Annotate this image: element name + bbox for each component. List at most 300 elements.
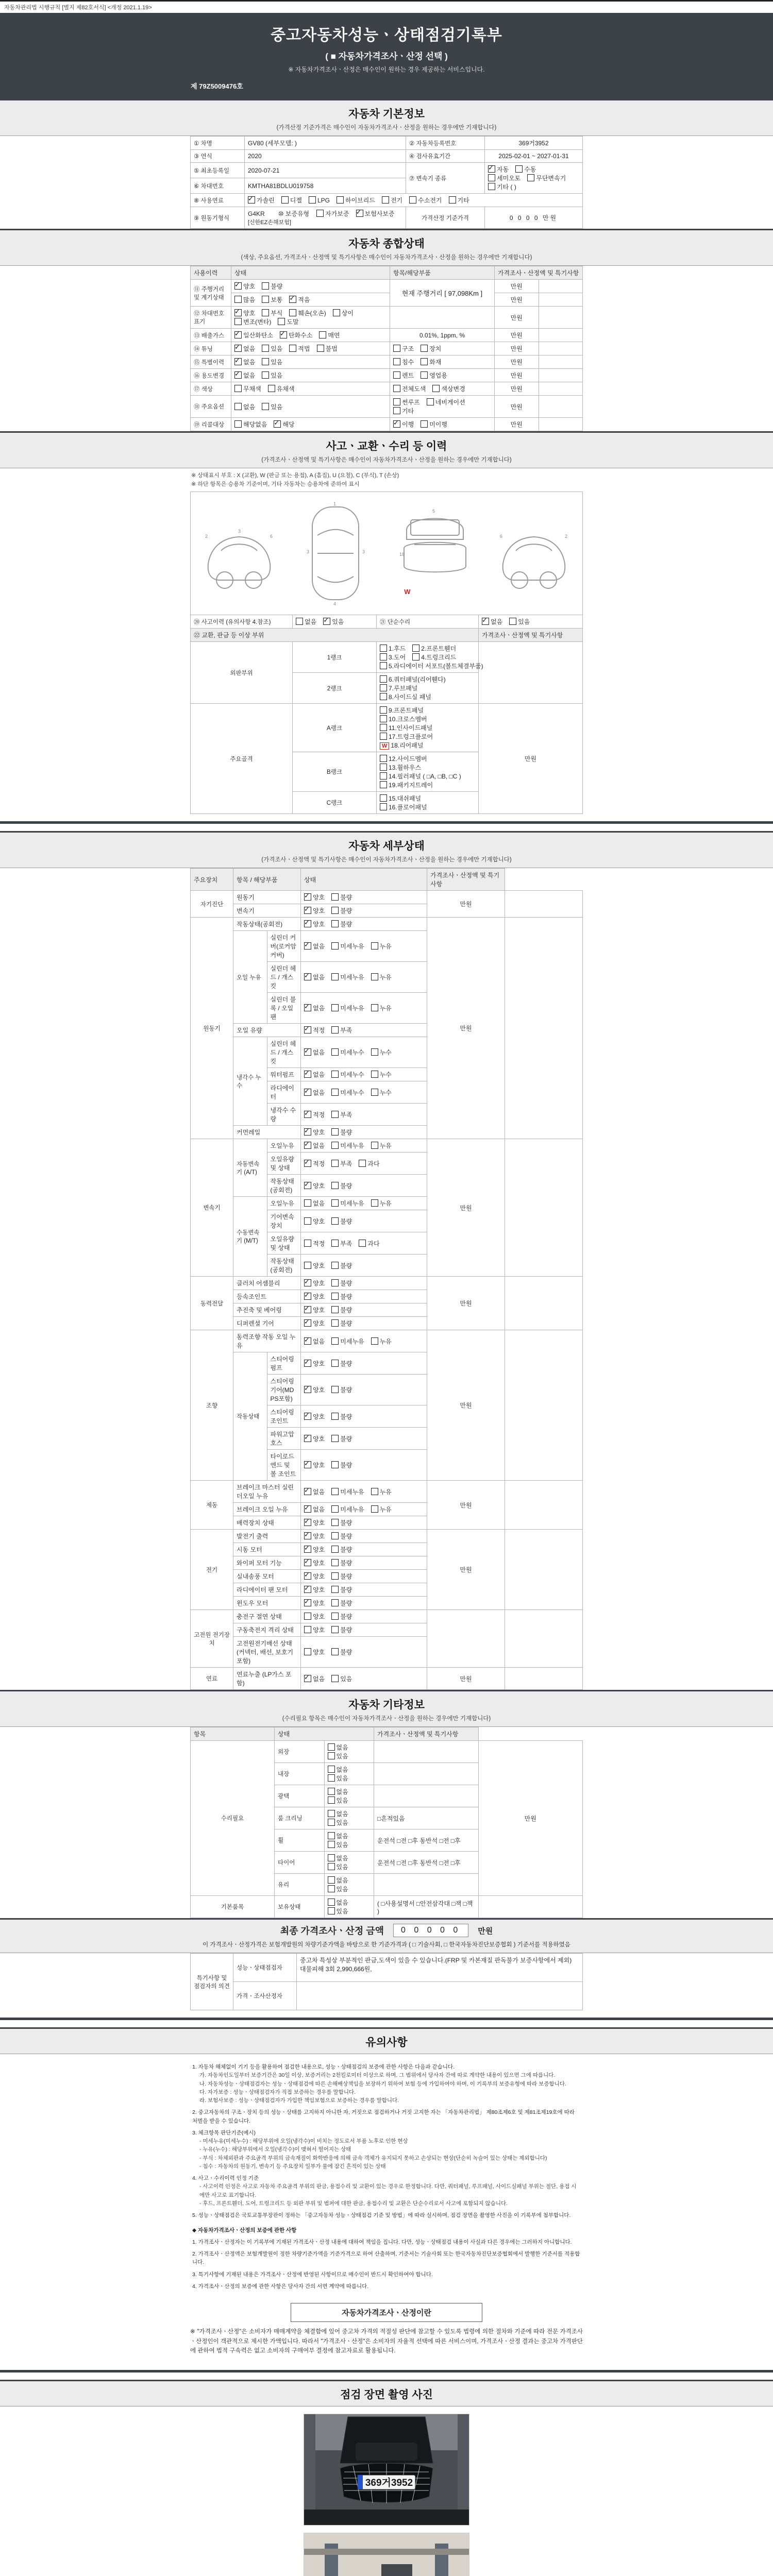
- checkbox-option[interactable]: [331, 1279, 352, 1287]
- panel-item[interactable]: [380, 732, 433, 741]
- checkbox[interactable]: [393, 371, 400, 379]
- checkbox[interactable]: [304, 942, 311, 950]
- checkbox[interactable]: [304, 1217, 311, 1225]
- checkbox-option[interactable]: [331, 1518, 352, 1527]
- checkbox-option[interactable]: [304, 1128, 325, 1137]
- checkbox-option[interactable]: [304, 1572, 325, 1581]
- checkbox[interactable]: [331, 1675, 339, 1682]
- checkbox-option[interactable]: [421, 420, 447, 429]
- checkbox-option[interactable]: [331, 1487, 364, 1496]
- panel-item[interactable]: [412, 644, 456, 653]
- checkbox[interactable]: [359, 1160, 366, 1167]
- checkbox-option[interactable]: [304, 1461, 325, 1469]
- checkbox-option[interactable]: [328, 1907, 348, 1916]
- warranty-option[interactable]: [316, 209, 349, 218]
- checkbox[interactable]: [371, 942, 378, 950]
- checkbox[interactable]: [328, 1863, 335, 1870]
- checkbox-option[interactable]: [304, 1337, 325, 1346]
- checkbox[interactable]: [331, 942, 339, 950]
- checkbox[interactable]: [304, 973, 311, 980]
- checkbox[interactable]: [304, 1386, 311, 1393]
- checkbox[interactable]: [482, 618, 489, 625]
- checkbox-option[interactable]: [371, 1487, 392, 1496]
- checkbox[interactable]: [304, 1337, 311, 1345]
- checkbox-option[interactable]: [234, 344, 255, 353]
- checkbox-option[interactable]: [449, 196, 469, 205]
- checkbox[interactable]: [449, 196, 456, 204]
- checkbox[interactable]: [331, 1599, 339, 1606]
- checkbox-option[interactable]: [289, 295, 310, 304]
- checkbox[interactable]: [331, 1026, 339, 1033]
- checkbox[interactable]: [515, 165, 523, 173]
- checkbox-option[interactable]: [268, 384, 295, 393]
- checkbox-option[interactable]: [331, 906, 352, 915]
- checkbox-option[interactable]: [359, 1239, 379, 1248]
- checkbox[interactable]: [371, 1505, 378, 1513]
- checkbox[interactable]: [304, 1111, 311, 1118]
- checkbox-option[interactable]: [328, 1832, 348, 1840]
- checkbox[interactable]: [304, 1435, 311, 1442]
- checkbox[interactable]: [234, 358, 242, 365]
- checkbox[interactable]: [331, 1413, 339, 1420]
- checkbox[interactable]: [328, 1854, 335, 1861]
- checkbox-option[interactable]: [371, 1070, 392, 1079]
- checkbox-option[interactable]: [337, 196, 375, 205]
- checkbox[interactable]: [304, 1048, 311, 1056]
- checkbox-option[interactable]: [393, 344, 414, 353]
- checkbox[interactable]: [331, 1240, 339, 1247]
- checkbox-option[interactable]: [371, 1088, 392, 1097]
- checkbox-option[interactable]: [304, 1558, 325, 1567]
- checkbox[interactable]: [268, 385, 275, 392]
- checkbox-option[interactable]: [304, 1070, 325, 1079]
- checkbox-option[interactable]: [234, 295, 255, 304]
- checkbox[interactable]: [331, 1262, 339, 1269]
- checkbox[interactable]: [234, 420, 242, 428]
- checkbox[interactable]: [304, 1519, 311, 1526]
- checkbox-option[interactable]: [331, 1337, 364, 1346]
- checkbox-option[interactable]: [304, 906, 325, 915]
- checkbox-option[interactable]: [331, 1306, 352, 1314]
- checkbox-option[interactable]: [333, 309, 354, 317]
- checkbox[interactable]: [304, 1142, 311, 1149]
- checkbox[interactable]: [337, 196, 344, 204]
- checkbox[interactable]: [331, 1319, 339, 1327]
- checkbox[interactable]: [262, 309, 269, 316]
- checkbox-option[interactable]: [304, 1674, 325, 1683]
- checkbox[interactable]: [304, 1319, 311, 1327]
- checkbox-option[interactable]: [331, 1292, 352, 1301]
- checkbox-option[interactable]: [304, 1088, 325, 1097]
- checkbox[interactable]: [304, 1505, 311, 1513]
- checkbox[interactable]: [262, 358, 269, 365]
- checkbox[interactable]: [234, 345, 242, 352]
- checkbox-option[interactable]: [382, 196, 402, 205]
- checkbox-option[interactable]: [331, 1261, 352, 1270]
- checkbox[interactable]: [509, 618, 516, 625]
- checkbox-option[interactable]: [304, 973, 325, 981]
- checkbox[interactable]: [331, 1546, 339, 1553]
- panel-item[interactable]: [380, 662, 483, 670]
- checkbox[interactable]: [317, 345, 324, 352]
- checkbox[interactable]: [393, 407, 400, 414]
- checkbox-option[interactable]: [304, 1625, 325, 1634]
- checkbox[interactable]: [304, 1413, 311, 1420]
- checkbox[interactable]: [359, 1240, 366, 1247]
- checkbox[interactable]: [328, 1774, 335, 1782]
- checkbox[interactable]: [304, 1306, 311, 1313]
- checkbox[interactable]: [304, 1613, 311, 1620]
- checkbox[interactable]: [234, 371, 242, 379]
- checkbox[interactable]: [331, 1089, 339, 1096]
- checkbox[interactable]: [331, 1505, 339, 1513]
- checkbox[interactable]: [488, 183, 495, 190]
- checkbox-option[interactable]: [262, 282, 282, 291]
- checkbox-option[interactable]: [515, 165, 536, 174]
- checkbox-option[interactable]: [331, 1558, 352, 1567]
- checkbox-option[interactable]: [304, 1599, 325, 1607]
- checkbox-option[interactable]: [393, 420, 414, 429]
- checkbox[interactable]: [323, 618, 330, 625]
- checkbox[interactable]: [328, 1752, 335, 1759]
- checkbox-option[interactable]: [304, 1261, 325, 1270]
- checkbox[interactable]: [331, 1199, 339, 1207]
- checkbox-option[interactable]: [328, 1809, 348, 1818]
- checkbox[interactable]: [427, 398, 434, 405]
- checkbox-option[interactable]: [371, 1199, 392, 1208]
- checkbox[interactable]: [304, 1546, 311, 1553]
- checkbox[interactable]: [331, 1279, 339, 1286]
- checkbox[interactable]: [432, 385, 440, 392]
- checkbox-option[interactable]: [304, 1385, 325, 1394]
- checkbox[interactable]: [234, 385, 242, 392]
- checkbox-option[interactable]: [331, 1612, 352, 1621]
- checkbox[interactable]: [316, 210, 324, 217]
- checkbox-option[interactable]: [234, 384, 261, 393]
- checkbox-option[interactable]: [331, 1385, 352, 1394]
- checkbox-option[interactable]: [262, 309, 282, 317]
- checkbox[interactable]: [331, 907, 339, 914]
- checkbox[interactable]: [319, 331, 326, 338]
- checkbox[interactable]: [356, 210, 363, 217]
- checkbox[interactable]: [328, 1819, 335, 1826]
- checkbox[interactable]: [304, 1240, 311, 1247]
- checkbox[interactable]: [371, 973, 378, 980]
- checkbox[interactable]: [328, 1797, 335, 1804]
- checkbox-option[interactable]: [331, 1572, 352, 1581]
- checkbox-option[interactable]: [331, 1239, 352, 1248]
- checkbox-option[interactable]: [234, 371, 255, 380]
- checkbox[interactable]: [289, 309, 296, 316]
- checkbox[interactable]: [304, 1648, 311, 1655]
- checkbox[interactable]: [280, 331, 287, 338]
- checkbox[interactable]: [331, 1488, 339, 1495]
- checkbox[interactable]: [304, 1293, 311, 1300]
- checkbox[interactable]: [331, 1048, 339, 1056]
- checkbox-option[interactable]: [304, 1199, 325, 1208]
- checkbox[interactable]: [328, 1743, 335, 1751]
- checkbox[interactable]: [328, 1841, 335, 1848]
- checkbox[interactable]: [331, 1071, 339, 1078]
- checkbox[interactable]: [304, 1360, 311, 1367]
- checkbox-option[interactable]: [331, 1004, 364, 1012]
- checkbox-option[interactable]: [289, 309, 326, 317]
- checkbox-option[interactable]: [331, 1026, 352, 1035]
- checkbox-option[interactable]: [331, 1088, 364, 1097]
- checkbox[interactable]: [304, 1461, 311, 1468]
- checkbox-option[interactable]: [488, 165, 509, 174]
- checkbox-option[interactable]: [304, 1306, 325, 1314]
- checkbox[interactable]: [234, 296, 242, 303]
- checkbox-option[interactable]: [331, 1434, 352, 1443]
- checkbox[interactable]: [328, 1788, 335, 1795]
- panel-item[interactable]: [380, 754, 427, 763]
- checkbox[interactable]: [331, 973, 339, 980]
- panel-item[interactable]: [380, 803, 427, 811]
- checkbox-option[interactable]: [421, 358, 441, 366]
- checkbox-option[interactable]: [482, 617, 502, 626]
- checkbox-option[interactable]: [304, 1518, 325, 1527]
- checkbox-option[interactable]: [328, 1796, 348, 1805]
- checkbox[interactable]: [274, 420, 281, 428]
- checkbox-option[interactable]: [304, 1532, 325, 1540]
- checkbox-option[interactable]: [328, 1765, 348, 1774]
- checkbox-option[interactable]: [371, 973, 392, 981]
- checkbox-option[interactable]: [328, 1876, 348, 1885]
- checkbox-option[interactable]: [234, 309, 255, 317]
- checkbox[interactable]: [234, 309, 242, 316]
- checkbox[interactable]: [304, 1559, 311, 1566]
- checkbox[interactable]: [289, 345, 296, 352]
- checkbox-option[interactable]: [421, 344, 441, 353]
- checkbox-option[interactable]: [371, 942, 392, 951]
- checkbox-option[interactable]: [331, 1461, 352, 1469]
- checkbox-option[interactable]: [234, 331, 273, 340]
- checkbox[interactable]: [304, 1488, 311, 1495]
- checkbox[interactable]: [262, 296, 269, 303]
- checkbox-option[interactable]: [331, 1599, 352, 1607]
- checkbox-option[interactable]: [309, 196, 330, 204]
- checkbox[interactable]: [421, 358, 428, 365]
- checkbox-option[interactable]: [371, 1048, 392, 1057]
- checkbox[interactable]: [262, 371, 269, 379]
- checkbox[interactable]: [421, 371, 428, 379]
- checkbox-option[interactable]: [331, 1585, 352, 1594]
- checkbox[interactable]: [371, 1048, 378, 1056]
- checkbox[interactable]: [331, 1217, 339, 1225]
- checkbox-option[interactable]: [304, 1612, 325, 1621]
- checkbox[interactable]: [281, 196, 289, 204]
- checkbox[interactable]: [331, 1572, 339, 1580]
- checkbox-option[interactable]: [304, 1545, 325, 1554]
- checkbox-option[interactable]: [278, 317, 298, 326]
- checkbox-option[interactable]: [262, 371, 282, 380]
- checkbox-option[interactable]: [304, 1048, 325, 1057]
- checkbox[interactable]: [331, 1142, 339, 1149]
- checkbox-option[interactable]: [234, 358, 255, 366]
- checkbox[interactable]: [304, 1572, 311, 1580]
- checkbox[interactable]: [328, 1876, 335, 1884]
- checkbox[interactable]: [328, 1899, 335, 1906]
- checkbox[interactable]: [304, 1128, 311, 1136]
- checkbox[interactable]: [304, 1004, 311, 1011]
- checkbox-option[interactable]: [262, 344, 282, 353]
- checkbox[interactable]: [409, 196, 416, 204]
- checkbox-option[interactable]: [281, 196, 302, 205]
- checkbox[interactable]: [234, 318, 242, 325]
- checkbox[interactable]: [331, 1435, 339, 1442]
- checkbox[interactable]: [488, 174, 495, 181]
- checkbox-option[interactable]: [331, 1199, 364, 1208]
- checkbox[interactable]: [421, 345, 428, 352]
- checkbox-option[interactable]: [304, 893, 325, 902]
- panel-item[interactable]: [380, 684, 417, 692]
- checkbox-option[interactable]: [393, 384, 426, 393]
- checkbox-option[interactable]: [331, 1141, 364, 1150]
- checkbox[interactable]: [331, 1559, 339, 1566]
- checkbox-option[interactable]: [331, 893, 352, 902]
- checkbox[interactable]: [331, 1360, 339, 1367]
- checkbox-option[interactable]: [328, 1862, 348, 1871]
- checkbox[interactable]: [527, 174, 534, 181]
- checkbox-option[interactable]: [421, 371, 447, 380]
- checkbox-option[interactable]: [328, 1898, 348, 1907]
- checkbox-option[interactable]: [248, 196, 275, 205]
- checkbox-option[interactable]: [331, 1181, 352, 1190]
- checkbox[interactable]: [331, 1293, 339, 1300]
- checkbox-option[interactable]: [234, 282, 255, 291]
- checkbox-option[interactable]: [393, 406, 414, 415]
- checkbox-option[interactable]: [331, 1159, 352, 1168]
- checkbox[interactable]: [393, 420, 400, 428]
- checkbox[interactable]: [331, 1626, 339, 1633]
- checkbox-option[interactable]: [304, 1110, 325, 1119]
- checkbox[interactable]: [304, 907, 311, 914]
- checkbox-option[interactable]: [304, 1292, 325, 1301]
- panel-item[interactable]: [380, 644, 406, 653]
- checkbox[interactable]: [331, 1586, 339, 1593]
- checkbox[interactable]: [371, 1142, 378, 1149]
- checkbox[interactable]: [421, 420, 428, 428]
- panel-item[interactable]: [380, 794, 421, 803]
- checkbox-option[interactable]: [304, 1434, 325, 1443]
- checkbox-option[interactable]: [304, 1319, 325, 1328]
- panel-item[interactable]: [380, 692, 431, 701]
- checkbox-option[interactable]: [331, 973, 364, 981]
- checkbox-option[interactable]: [328, 1752, 348, 1760]
- checkbox-option[interactable]: [331, 1674, 352, 1683]
- checkbox-option[interactable]: [304, 1487, 325, 1496]
- checkbox-option[interactable]: [262, 402, 282, 411]
- panel-item[interactable]: [380, 763, 421, 772]
- checkbox[interactable]: [331, 893, 339, 901]
- checkbox[interactable]: [371, 1337, 378, 1345]
- checkbox[interactable]: [304, 1675, 311, 1682]
- checkbox[interactable]: [331, 1128, 339, 1136]
- checkbox-option[interactable]: [328, 1787, 348, 1796]
- checkbox-option[interactable]: [331, 1319, 352, 1328]
- checkbox-option[interactable]: [304, 1505, 325, 1514]
- checkbox[interactable]: [333, 309, 340, 316]
- checkbox-option[interactable]: [262, 295, 282, 304]
- checkbox[interactable]: [289, 296, 296, 303]
- checkbox-option[interactable]: [359, 1159, 379, 1168]
- checkbox[interactable]: [371, 1089, 378, 1096]
- checkbox-option[interactable]: [304, 1159, 325, 1168]
- checkbox-option[interactable]: [319, 331, 340, 340]
- checkbox-option[interactable]: [234, 317, 271, 326]
- checkbox[interactable]: [234, 282, 242, 290]
- panel-item[interactable]: [380, 715, 427, 723]
- checkbox-option[interactable]: [304, 920, 325, 928]
- checkbox-option[interactable]: [393, 398, 420, 406]
- checkbox-option[interactable]: [371, 1141, 392, 1150]
- checkbox-option[interactable]: [280, 331, 312, 340]
- checkbox[interactable]: [371, 1004, 378, 1011]
- checkbox-option[interactable]: [331, 1110, 352, 1119]
- checkbox[interactable]: [328, 1907, 335, 1914]
- checkbox-option[interactable]: [234, 420, 267, 429]
- checkbox-option[interactable]: [331, 920, 352, 928]
- checkbox-option[interactable]: [234, 402, 255, 411]
- checkbox[interactable]: [248, 196, 255, 204]
- checkbox-option[interactable]: [371, 1337, 392, 1346]
- checkbox[interactable]: [304, 1279, 311, 1286]
- checkbox[interactable]: [328, 1810, 335, 1817]
- checkbox[interactable]: [304, 1626, 311, 1633]
- checkbox[interactable]: [304, 1182, 311, 1189]
- checkbox[interactable]: [331, 1532, 339, 1539]
- checkbox-option[interactable]: [331, 1359, 352, 1368]
- checkbox-option[interactable]: [304, 1412, 325, 1421]
- checkbox[interactable]: [296, 618, 303, 625]
- checkbox[interactable]: [393, 385, 400, 392]
- checkbox[interactable]: [262, 345, 269, 352]
- checkbox[interactable]: [328, 1832, 335, 1839]
- checkbox-option[interactable]: [393, 371, 414, 380]
- checkbox-option[interactable]: [527, 174, 566, 182]
- checkbox[interactable]: [488, 165, 495, 173]
- checkbox[interactable]: [304, 1599, 311, 1606]
- checkbox[interactable]: [309, 196, 316, 204]
- checkbox[interactable]: [331, 1613, 339, 1620]
- checkbox-option[interactable]: [289, 344, 310, 353]
- checkbox[interactable]: [262, 403, 269, 410]
- checkbox[interactable]: [278, 318, 285, 325]
- checkbox-option[interactable]: [328, 1818, 348, 1827]
- panel-item[interactable]: W 18.리어패널: [380, 741, 423, 750]
- checkbox[interactable]: [331, 1306, 339, 1313]
- checkbox-option[interactable]: [331, 1505, 364, 1514]
- checkbox[interactable]: [331, 1519, 339, 1526]
- checkbox-option[interactable]: [427, 398, 465, 406]
- checkbox-option[interactable]: [304, 1239, 325, 1248]
- panel-item[interactable]: [380, 723, 432, 732]
- checkbox[interactable]: [331, 1004, 339, 1011]
- checkbox-option[interactable]: [317, 344, 338, 353]
- checkbox-option[interactable]: [262, 358, 282, 366]
- checkbox-option[interactable]: [409, 196, 442, 205]
- checkbox-option[interactable]: [304, 1359, 325, 1368]
- checkbox[interactable]: [331, 1386, 339, 1393]
- checkbox[interactable]: [393, 345, 400, 352]
- checkbox[interactable]: [304, 1071, 311, 1078]
- checkbox-option[interactable]: [371, 1004, 392, 1012]
- checkbox-option[interactable]: [331, 942, 364, 951]
- checkbox[interactable]: [331, 920, 339, 927]
- panel-item[interactable]: [380, 781, 433, 789]
- panel-item[interactable]: [380, 653, 406, 662]
